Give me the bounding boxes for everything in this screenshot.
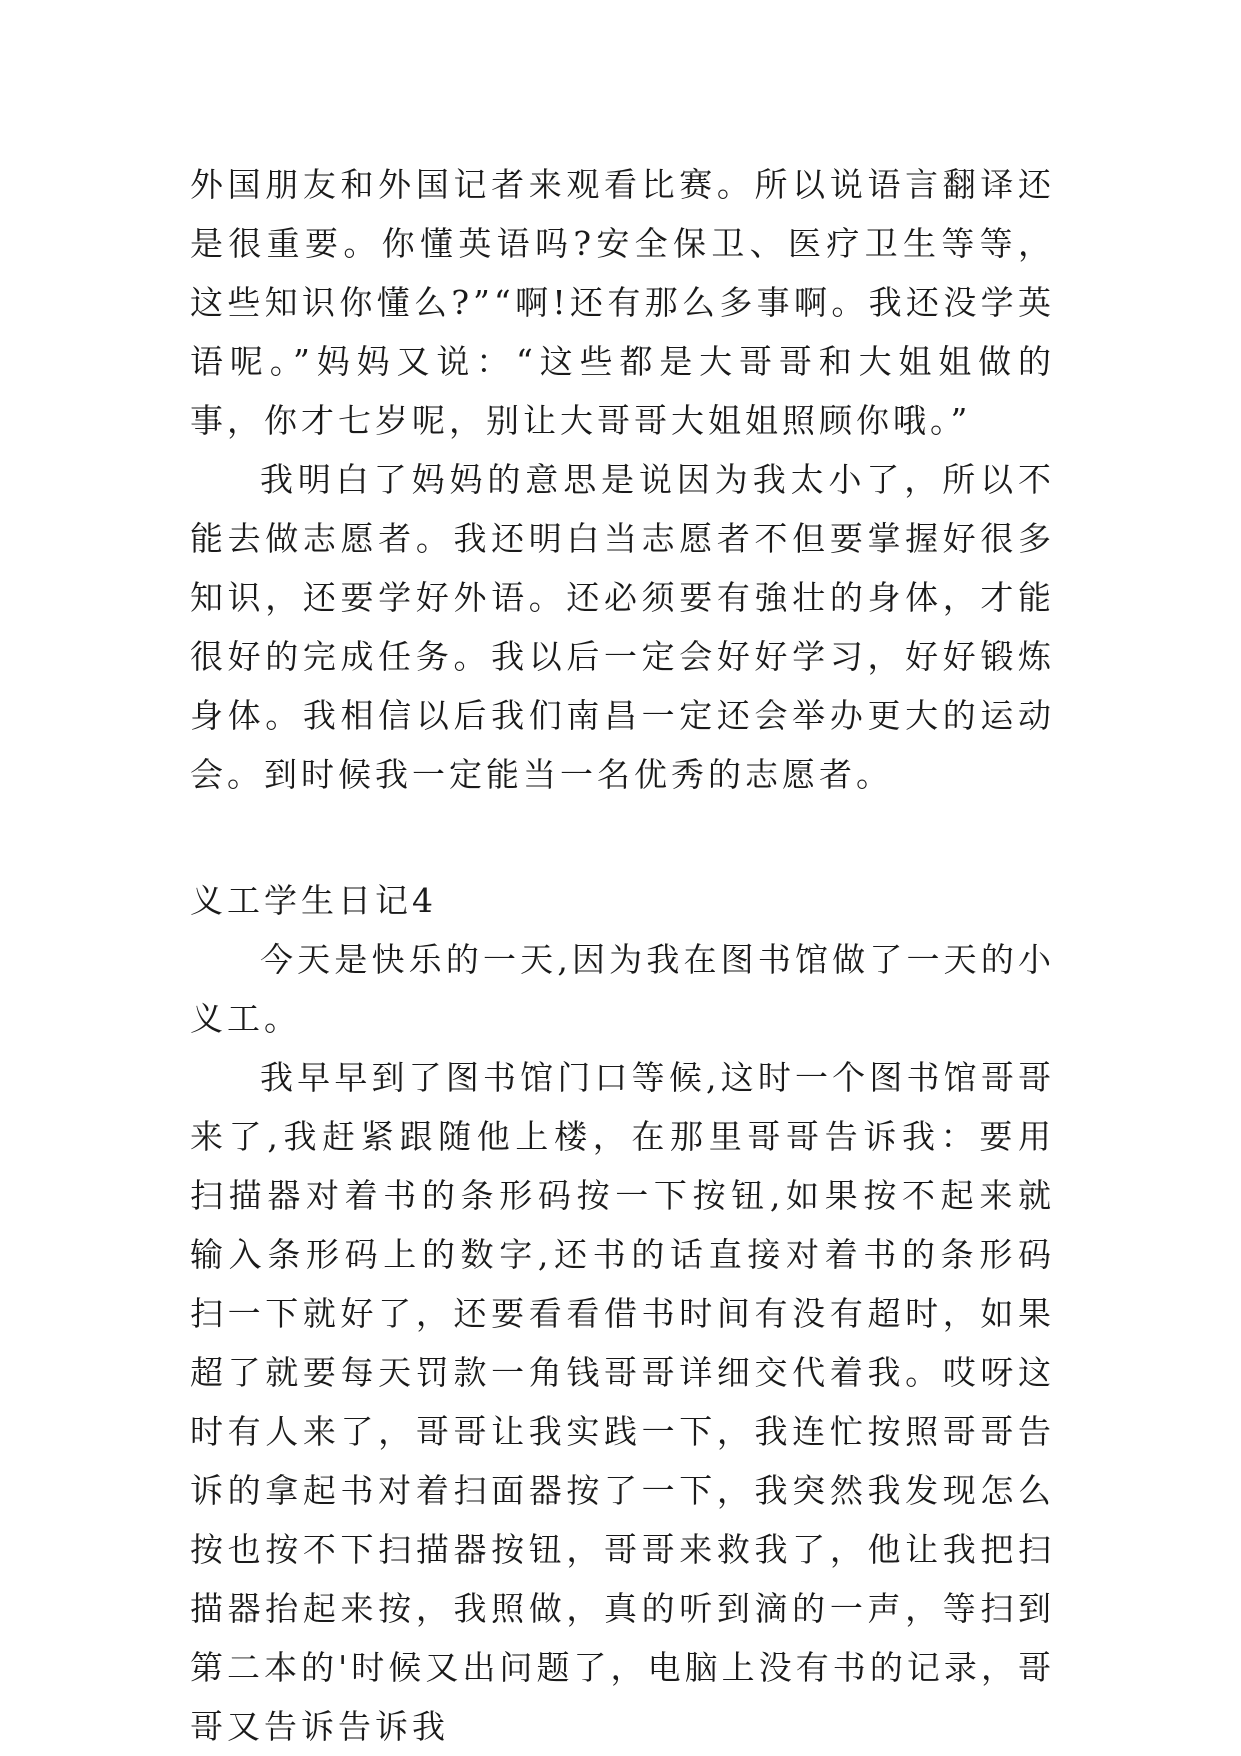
section-heading: 义工学生日记4 [190, 881, 437, 920]
paragraph-library-story: 我早早到了图书馆门口等候,这时一个图书馆哥哥来了,我赶紧跟随他上楼，在那里哥哥告诉我：要用扫描器对着书的条形码按一下按钮,如果按不起来就输入条形码上的数字,还书的话直接对着书的条形码扫一下就好了，还要看看借书时间有没有超时，如果超了就要每天罚款一角钱哥哥详细交代着我。哎呀这时有人来了，哥哥让我实践一下，我连忙按照哥哥告诉的拿起书对着扫面器按了一下，我突然我发现怎么按也按不下扫描器按钮，哥哥来救我了，他让我把扫描器抬起来按，我照做，真的听到滴的一声，等扫到第二本的'时候又出问题了，电脑上没有书的记录，哥哥又告诉告诉我 [190, 1058, 1055, 1746]
paragraph-volunteer-reflection: 我明白了妈妈的意思是说因为我太小了，所以不能去做志愿者。我还明白当志愿者不但要掌握好很多知识，还要学好外语。还必须要有強壮的身体，才能很好的完成任务。我以后一定会好好学习，好好锻炼身体。我相信以后我们南昌一定还会举办更大的运动会。到时候我一定能当一名优秀的志愿者。 [190, 460, 1055, 794]
document-page [190, 155, 1055, 1756]
paragraph-intro: 今天是快乐的一天,因为我在图书馆做了一天的小义工。 [190, 940, 1055, 1038]
paragraph-continuation: 外国朋友和外国记者来观看比赛。所以说语言翻译还是很重要。你懂英语吗?安全保卫、医疗卫生等等，这些知识你懂么?”“啊!还有那么多事啊。我还没学英语呢。”妈妈又说：“这些都是大哥哥和大姐姐做的事，你才七岁呢，别让大哥哥大姐姐照顾你哦。” [190, 165, 1055, 440]
